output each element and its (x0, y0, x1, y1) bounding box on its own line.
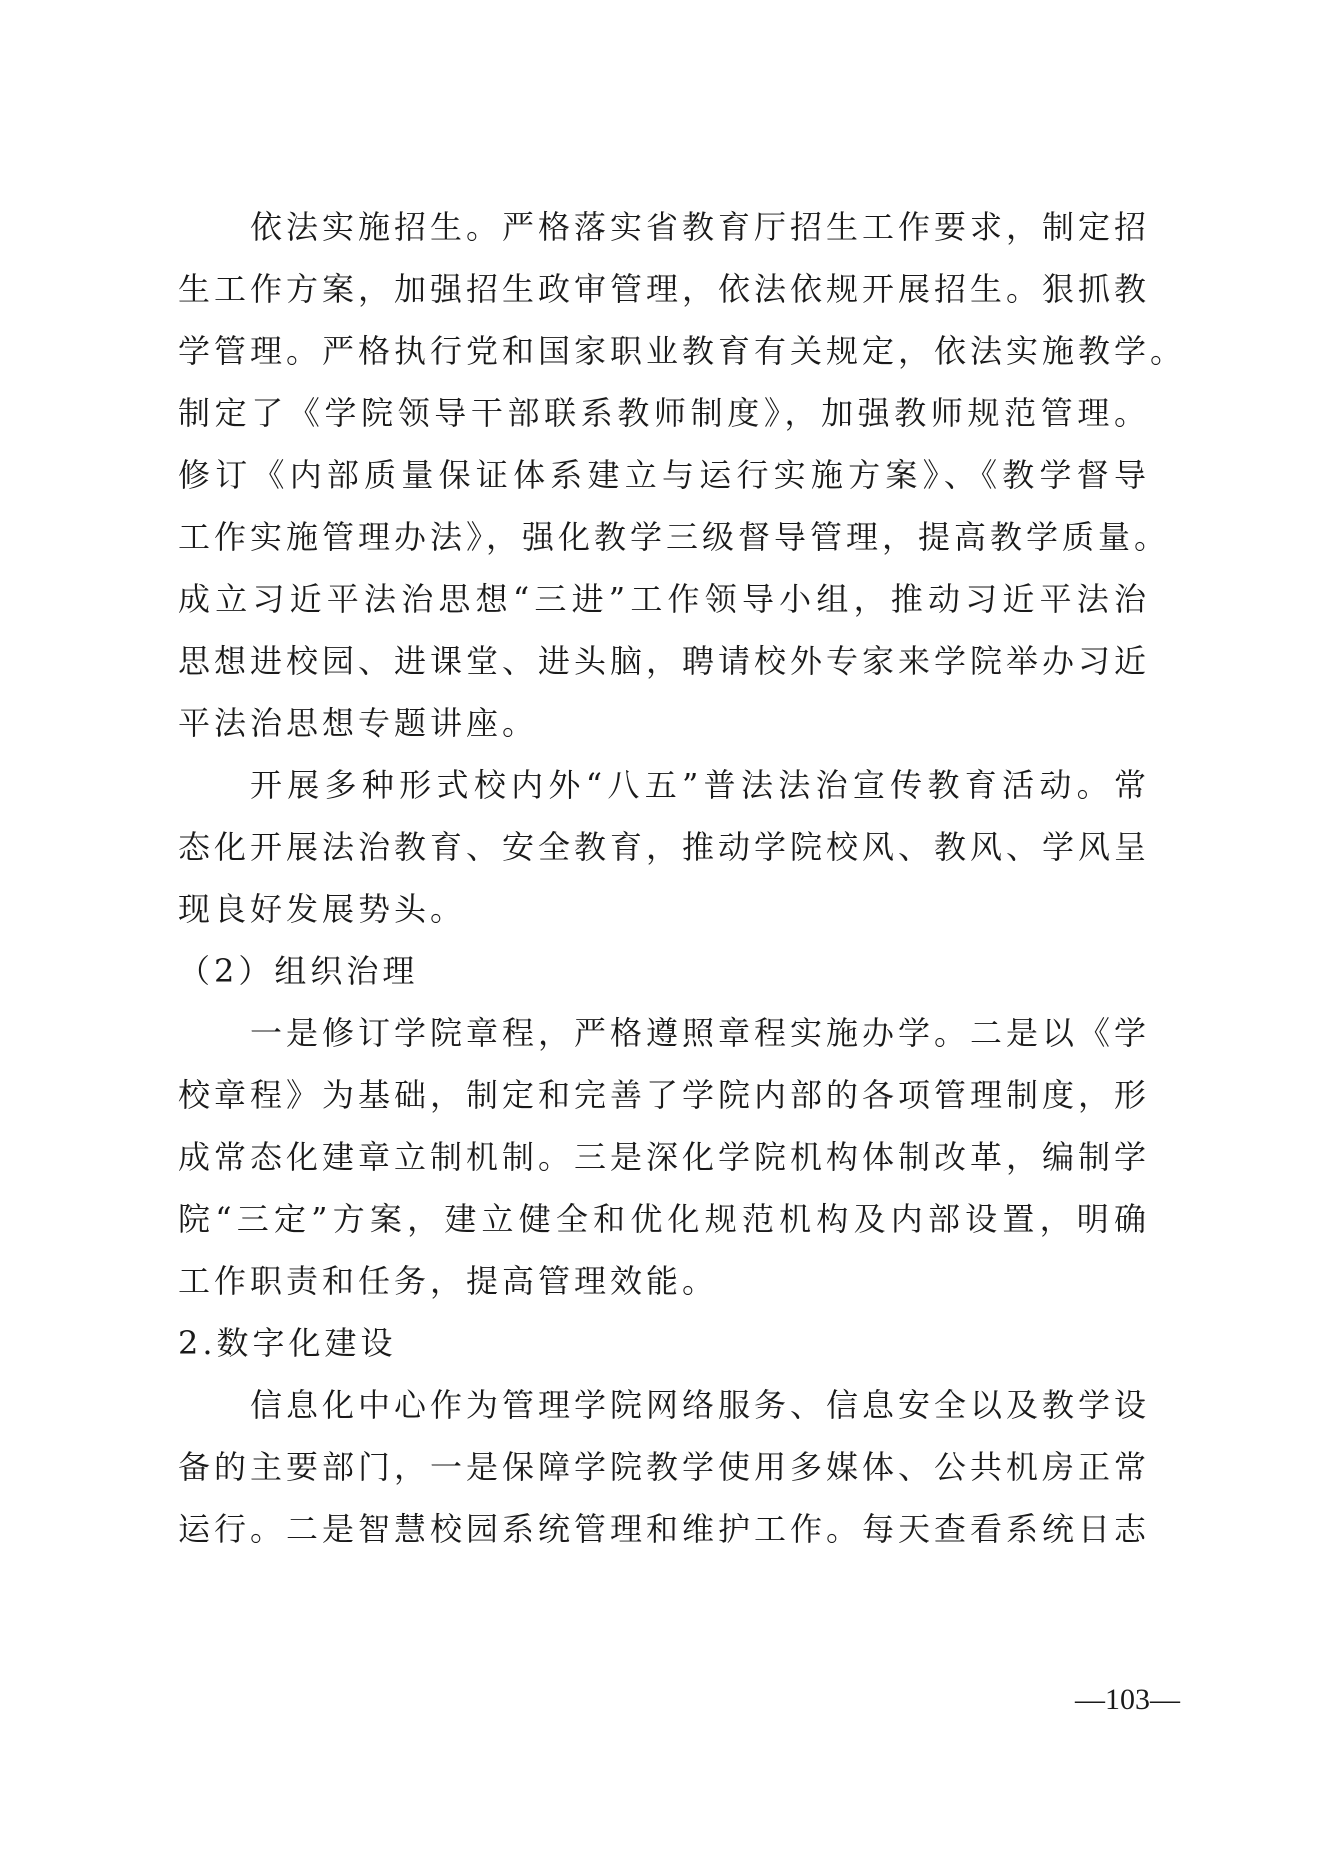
paragraph-line: 现良好发展势头。 (178, 890, 467, 928)
paragraph-line: 修订《内部质量保证体系建立与运行实施方案》、《教学督导 (178, 456, 1150, 494)
paragraph-line: 平法治思想专题讲座。 (178, 704, 539, 742)
paragraph-line: 校章程》为基础，制定和完善了学院内部的各项管理制度，形 (178, 1076, 1151, 1114)
paragraph-line: 依法实施招生。严格落实省教育厅招生工作要求，制定招 (250, 208, 1151, 246)
paragraph-line: 一是修订学院章程，严格遵照章程实施办学。二是以《学 (250, 1014, 1151, 1052)
paragraph-line: 运行。二是智慧校园系统管理和维护工作。每天查看系统日志 (178, 1510, 1151, 1548)
paragraph-line: 成立习近平法治思想“三进”工作领导小组，推动习近平法治 (178, 580, 1150, 618)
paragraph-line: 态化开展法治教育、安全教育，推动学院校风、教风、学风呈 (178, 828, 1151, 866)
paragraph-line: 生工作方案，加强招生政审管理，依法依规开展招生。狠抓教 (178, 270, 1151, 308)
paragraph-line: 信息化中心作为管理学院网络服务、信息安全以及教学设 (250, 1386, 1151, 1424)
paragraph-line: 院“三定”方案，建立健全和优化规范机构及内部设置，明确 (178, 1200, 1150, 1238)
paragraph-line: 工作职责和任务，提高管理效能。 (178, 1262, 719, 1300)
paragraph-line: 思想进校园、进课堂、进头脑，聘请校外专家来学院举办习近 (178, 642, 1151, 680)
paragraph-line: 工作实施管理办法》，强化教学三级督导管理，提高教学质量。 (178, 518, 1171, 556)
paragraph-line: 制定了《学院领导干部联系教师制度》，加强教师规范管理。 (178, 394, 1150, 432)
paragraph-line: 学管理。严格执行党和国家职业教育有关规定，依法实施教学。 (178, 332, 1187, 370)
section-heading: （2）组织治理 (178, 952, 419, 990)
paragraph-line: 备的主要部门，一是保障学院教学使用多媒体、公共机房正常 (178, 1448, 1151, 1486)
paragraph-line: 开展多种形式校内外“八五”普法法治宣传教育活动。常 (250, 766, 1150, 804)
page-number: —103— (1075, 1683, 1180, 1716)
section-heading: 2.数字化建设 (178, 1324, 397, 1362)
paragraph-line: 成常态化建章立制机制。三是深化学院机构体制改革，编制学 (178, 1138, 1151, 1176)
